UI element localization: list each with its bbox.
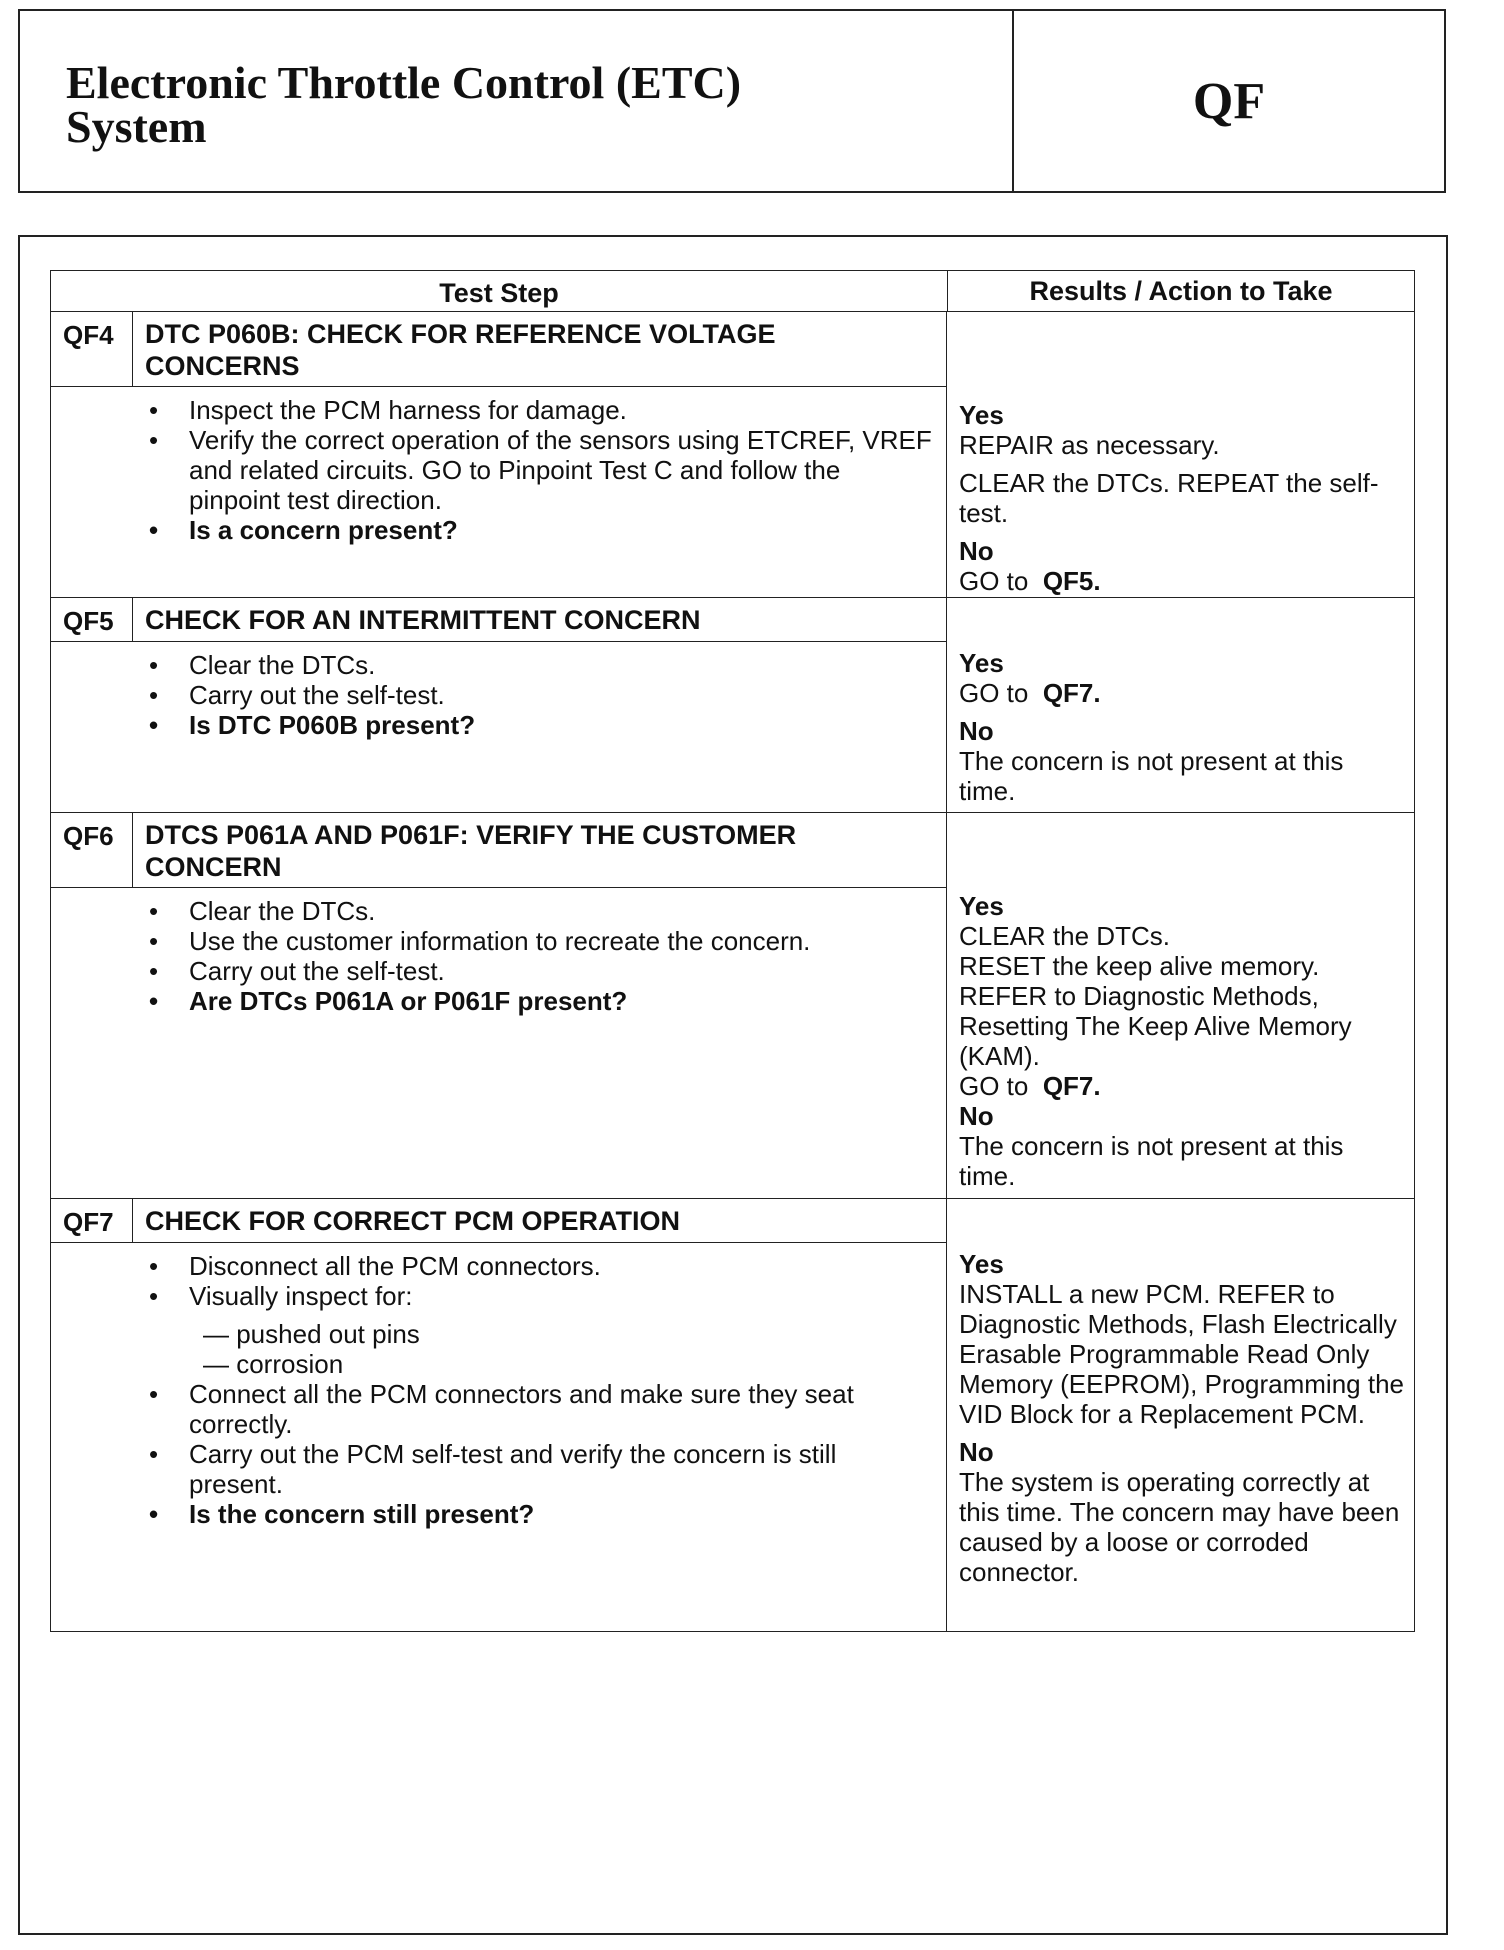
step-title: DTCS P061A AND P061F: VERIFY THE CUSTOMER CONCERN bbox=[145, 820, 797, 882]
list-item: • Disconnect all the PCM connectors. bbox=[189, 1251, 936, 1281]
yes-label: Yes bbox=[959, 648, 1004, 678]
title-line-2: System bbox=[66, 101, 207, 152]
step-body bbox=[51, 1243, 946, 1537]
step-qf4 bbox=[51, 312, 1414, 598]
step-body bbox=[51, 387, 946, 553]
go-to-text: GO to bbox=[959, 1071, 1029, 1101]
go-to-text: GO to bbox=[959, 566, 1029, 596]
section-code: QF bbox=[1192, 72, 1266, 130]
step-qf7 bbox=[51, 1199, 1414, 1631]
no-label: No bbox=[959, 1437, 994, 1467]
step-results bbox=[947, 813, 1414, 1198]
sub-list bbox=[51, 1319, 936, 1379]
result-line: CLEAR the DTCs. bbox=[959, 921, 1170, 951]
no-label: No bbox=[959, 536, 994, 566]
result-line: REPAIR as necessary. bbox=[959, 430, 1220, 460]
list-item: • Visually inspect for: bbox=[189, 1281, 936, 1311]
result-text: The concern is not present at this time. bbox=[959, 746, 1344, 806]
list-item: • Clear the DTCs. bbox=[189, 650, 936, 680]
result-line: CLEAR the DTCs. REPEAT the self-test. bbox=[959, 468, 1379, 528]
go-to-text: GO to bbox=[959, 678, 1029, 708]
title-line-1: Electronic Throttle Control (ETC) bbox=[66, 57, 742, 108]
step-id: QF4 bbox=[51, 312, 133, 386]
no-label: No bbox=[959, 716, 994, 746]
result-line: REFER to Diagnostic Methods, Resetting The Keep Alive Memory (KAM). bbox=[959, 981, 1352, 1071]
question-item: • Is a concern present? bbox=[189, 515, 936, 545]
list-item: • Inspect the PCM harness for damage. bbox=[189, 395, 936, 425]
list-item: • Use the customer information to recreate the concern. bbox=[189, 926, 936, 956]
yes-label: Yes bbox=[959, 891, 1004, 921]
step-title: DTC P060B: CHECK FOR REFERENCE VOLTAGE CONCERNS bbox=[145, 319, 776, 381]
column-header-test-step: Test Step bbox=[51, 271, 948, 311]
list-item: • Connect all the PCM connectors and make sure they seat correctly. bbox=[189, 1379, 936, 1439]
step-link[interactable]: QF7. bbox=[1042, 1071, 1101, 1101]
page-title bbox=[20, 11, 1014, 191]
step-link[interactable]: QF7. bbox=[1042, 678, 1101, 708]
go-to-line bbox=[959, 566, 1406, 596]
step-results bbox=[947, 598, 1414, 812]
list-item: • Clear the DTCs. bbox=[189, 896, 936, 926]
step-body bbox=[51, 642, 946, 748]
step-id: QF7 bbox=[51, 1199, 133, 1242]
list-item: • Verify the correct operation of the sensors using ETCREF, VREF and related circuits. GO to Pinpoint Test C and follow the pinpoint test direction. bbox=[189, 425, 936, 515]
column-header-results: Results / Action to Take bbox=[1029, 276, 1333, 306]
result-line: RESET the keep alive memory. bbox=[959, 951, 1320, 981]
step-title: CHECK FOR AN INTERMITTENT CONCERN bbox=[145, 605, 701, 635]
step-qf5 bbox=[51, 598, 1414, 813]
step-results bbox=[947, 1199, 1414, 1631]
yes-label: Yes bbox=[959, 400, 1004, 430]
list-item: • Carry out the PCM self-test and verify the concern is still present. bbox=[189, 1439, 936, 1499]
go-to-line bbox=[959, 678, 1406, 708]
result-text: INSTALL a new PCM. REFER to Diagnostic Methods, Flash Electrically Erasable Programmable Read Only Memory (EEPROM), Programming the VID Block for a Replacement PCM. bbox=[959, 1279, 1404, 1429]
list-item: • Carry out the self-test. bbox=[189, 680, 936, 710]
question-item: • Is DTC P060B present? bbox=[189, 710, 936, 740]
step-title: CHECK FOR CORRECT PCM OPERATION bbox=[145, 1206, 681, 1236]
sub-item: — corrosion bbox=[203, 1349, 344, 1379]
step-results bbox=[947, 312, 1414, 597]
question-item: • Is the concern still present? bbox=[189, 1499, 936, 1529]
step-link[interactable]: QF5. bbox=[1042, 566, 1101, 596]
step-body bbox=[51, 888, 946, 1024]
step-id: QF6 bbox=[51, 813, 133, 887]
go-to-line bbox=[959, 1071, 1406, 1101]
result-text: The system is operating correctly at this time. The concern may have been caused by a loose or corroded connector. bbox=[959, 1467, 1400, 1587]
step-qf6 bbox=[51, 813, 1414, 1199]
sub-item: — pushed out pins bbox=[203, 1319, 420, 1349]
question-item: • Are DTCs P061A or P061F present? bbox=[189, 986, 936, 1016]
no-label: No bbox=[959, 1101, 994, 1131]
list-item: • Carry out the self-test. bbox=[189, 956, 936, 986]
step-id: QF5 bbox=[51, 598, 133, 641]
yes-label: Yes bbox=[959, 1249, 1004, 1279]
table-header bbox=[51, 271, 1414, 312]
page-header bbox=[18, 9, 1446, 193]
test-step-table bbox=[50, 270, 1415, 1632]
result-text: The concern is not present at this time. bbox=[959, 1131, 1344, 1191]
